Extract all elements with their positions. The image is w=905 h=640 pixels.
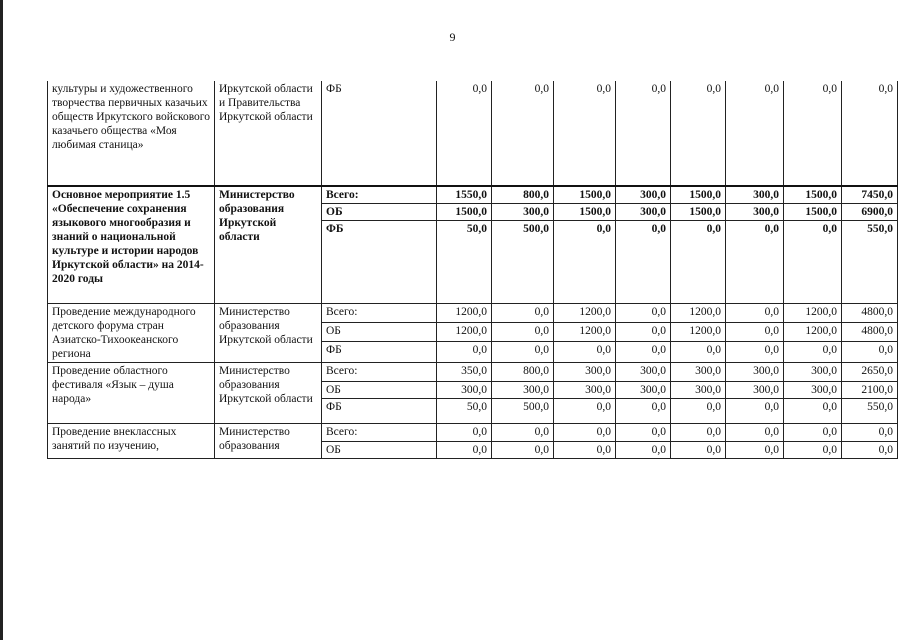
amount-cell: 0,0 (842, 81, 898, 186)
amount-cell: 0,0 (842, 341, 898, 362)
amount-cell: 800,0 (492, 363, 554, 382)
amount-cell: 500,0 (492, 399, 554, 424)
funding-source-cell: ОБ (322, 323, 437, 341)
amount-cell: 0,0 (784, 81, 842, 186)
responsible-organization-cell: Иркутской области и Правительства Иркутской области (215, 81, 322, 186)
amount-cell: 1500,0 (671, 204, 726, 221)
amount-cell: 50,0 (437, 221, 492, 304)
activity-description-cell: Проведение международного детского форума стран Азиатско-Тихоокеанского региона (48, 304, 215, 363)
amount-cell: 300,0 (726, 204, 784, 221)
responsible-organization-cell: Министерство образования Иркутской области (215, 304, 322, 363)
funding-source-cell: ФБ (322, 399, 437, 424)
amount-cell: 0,0 (554, 399, 616, 424)
amount-cell: 300,0 (671, 382, 726, 399)
amount-cell: 0,0 (616, 399, 671, 424)
amount-cell: 6900,0 (842, 204, 898, 221)
activity-description-cell: культуры и художественного творчества первичных казачьих обществ Иркутского войскового казачьего общества «Моя любимая станица» (48, 81, 215, 186)
amount-cell: 0,0 (671, 221, 726, 304)
amount-cell: 0,0 (616, 304, 671, 323)
amount-cell: 0,0 (492, 442, 554, 459)
amount-cell: 500,0 (492, 221, 554, 304)
amount-cell: 4800,0 (842, 323, 898, 341)
funding-source-cell: Всего: (322, 363, 437, 382)
amount-cell: 300,0 (492, 382, 554, 399)
amount-cell: 0,0 (554, 81, 616, 186)
amount-cell: 0,0 (616, 323, 671, 341)
amount-cell: 0,0 (726, 424, 784, 442)
amount-cell: 0,0 (671, 341, 726, 362)
amount-cell: 1500,0 (554, 204, 616, 221)
amount-cell: 0,0 (726, 341, 784, 362)
amount-cell: 0,0 (671, 442, 726, 459)
activity-description-cell: Проведение внеклассных занятий по изучению, (48, 424, 215, 459)
amount-cell: 0,0 (726, 399, 784, 424)
amount-cell: 0,0 (554, 221, 616, 304)
amount-cell: 0,0 (726, 304, 784, 323)
funding-source-cell: ОБ (322, 204, 437, 221)
amount-cell: 0,0 (492, 323, 554, 341)
amount-cell: 0,0 (671, 399, 726, 424)
amount-cell: 0,0 (671, 424, 726, 442)
amount-cell: 0,0 (671, 81, 726, 186)
amount-cell: 300,0 (726, 363, 784, 382)
amount-cell: 300,0 (554, 382, 616, 399)
funding-source-cell: Всего: (322, 424, 437, 442)
amount-cell: 1200,0 (437, 304, 492, 323)
amount-cell: 50,0 (437, 399, 492, 424)
amount-cell: 300,0 (616, 186, 671, 204)
table-row (48, 363, 898, 382)
amount-cell: 1200,0 (554, 323, 616, 341)
amount-cell: 1500,0 (671, 186, 726, 204)
table-row (48, 304, 898, 323)
budget-table (47, 81, 898, 459)
amount-cell: 1200,0 (437, 323, 492, 341)
amount-cell: 1200,0 (671, 304, 726, 323)
amount-cell: 800,0 (492, 186, 554, 204)
amount-cell: 1500,0 (437, 204, 492, 221)
amount-cell: 0,0 (784, 442, 842, 459)
amount-cell: 300,0 (616, 382, 671, 399)
amount-cell: 0,0 (437, 81, 492, 186)
amount-cell: 300,0 (784, 382, 842, 399)
amount-cell: 1200,0 (784, 323, 842, 341)
amount-cell: 550,0 (842, 399, 898, 424)
amount-cell: 350,0 (437, 363, 492, 382)
funding-source-cell: ФБ (322, 81, 437, 186)
amount-cell: 0,0 (492, 81, 554, 186)
responsible-organization-cell: Министерство образования (215, 424, 322, 459)
scan-edge (0, 0, 3, 640)
amount-cell: 0,0 (784, 341, 842, 362)
amount-cell: 2100,0 (842, 382, 898, 399)
amount-cell: 0,0 (437, 424, 492, 442)
amount-cell: 0,0 (554, 442, 616, 459)
amount-cell: 0,0 (616, 442, 671, 459)
amount-cell: 1500,0 (784, 204, 842, 221)
amount-cell: 550,0 (842, 221, 898, 304)
amount-cell: 300,0 (554, 363, 616, 382)
amount-cell: 300,0 (492, 204, 554, 221)
amount-cell: 7450,0 (842, 186, 898, 204)
activity-description-cell: Основное мероприятие 1.5 «Обеспечение сохранения языкового многообразия и знаний о национальной культуре и истории народов Иркутской области» на 2014-2020 годы (48, 186, 215, 304)
amount-cell: 0,0 (616, 341, 671, 362)
funding-source-cell: ОБ (322, 442, 437, 459)
amount-cell: 0,0 (842, 424, 898, 442)
page-number: 9 (449, 30, 456, 44)
amount-cell: 300,0 (784, 363, 842, 382)
amount-cell: 300,0 (616, 363, 671, 382)
amount-cell: 4800,0 (842, 304, 898, 323)
amount-cell: 1500,0 (554, 186, 616, 204)
amount-cell: 0,0 (492, 341, 554, 362)
amount-cell: 0,0 (842, 442, 898, 459)
amount-cell: 1200,0 (671, 323, 726, 341)
amount-cell: 0,0 (437, 341, 492, 362)
amount-cell: 1500,0 (784, 186, 842, 204)
amount-cell: 1200,0 (784, 304, 842, 323)
amount-cell: 300,0 (616, 204, 671, 221)
table-row (48, 186, 898, 204)
table-row (48, 81, 898, 186)
amount-cell: 0,0 (492, 424, 554, 442)
funding-source-cell: Всего: (322, 186, 437, 204)
amount-cell: 0,0 (784, 399, 842, 424)
amount-cell: 0,0 (554, 341, 616, 362)
amount-cell: 300,0 (671, 363, 726, 382)
amount-cell: 0,0 (616, 221, 671, 304)
table-row (48, 424, 898, 442)
amount-cell: 0,0 (554, 424, 616, 442)
amount-cell: 0,0 (616, 424, 671, 442)
funding-source-cell: ОБ (322, 382, 437, 399)
amount-cell: 0,0 (726, 323, 784, 341)
amount-cell: 0,0 (726, 442, 784, 459)
amount-cell: 0,0 (784, 221, 842, 304)
amount-cell: 300,0 (726, 186, 784, 204)
amount-cell: 0,0 (784, 424, 842, 442)
amount-cell: 300,0 (726, 382, 784, 399)
amount-cell: 300,0 (437, 382, 492, 399)
activity-description-cell: Проведение областного фестиваля «Язык – душа народа» (48, 363, 215, 424)
amount-cell: 0,0 (616, 81, 671, 186)
amount-cell: 2650,0 (842, 363, 898, 382)
amount-cell: 1200,0 (554, 304, 616, 323)
responsible-organization-cell: Министерство образования Иркутской области (215, 186, 322, 304)
responsible-organization-cell: Министерство образования Иркутской области (215, 363, 322, 424)
funding-source-cell: Всего: (322, 304, 437, 323)
amount-cell: 0,0 (492, 304, 554, 323)
funding-source-cell: ФБ (322, 221, 437, 304)
amount-cell: 0,0 (726, 81, 784, 186)
funding-source-cell: ФБ (322, 341, 437, 362)
amount-cell: 0,0 (726, 221, 784, 304)
amount-cell: 0,0 (437, 442, 492, 459)
amount-cell: 1550,0 (437, 186, 492, 204)
